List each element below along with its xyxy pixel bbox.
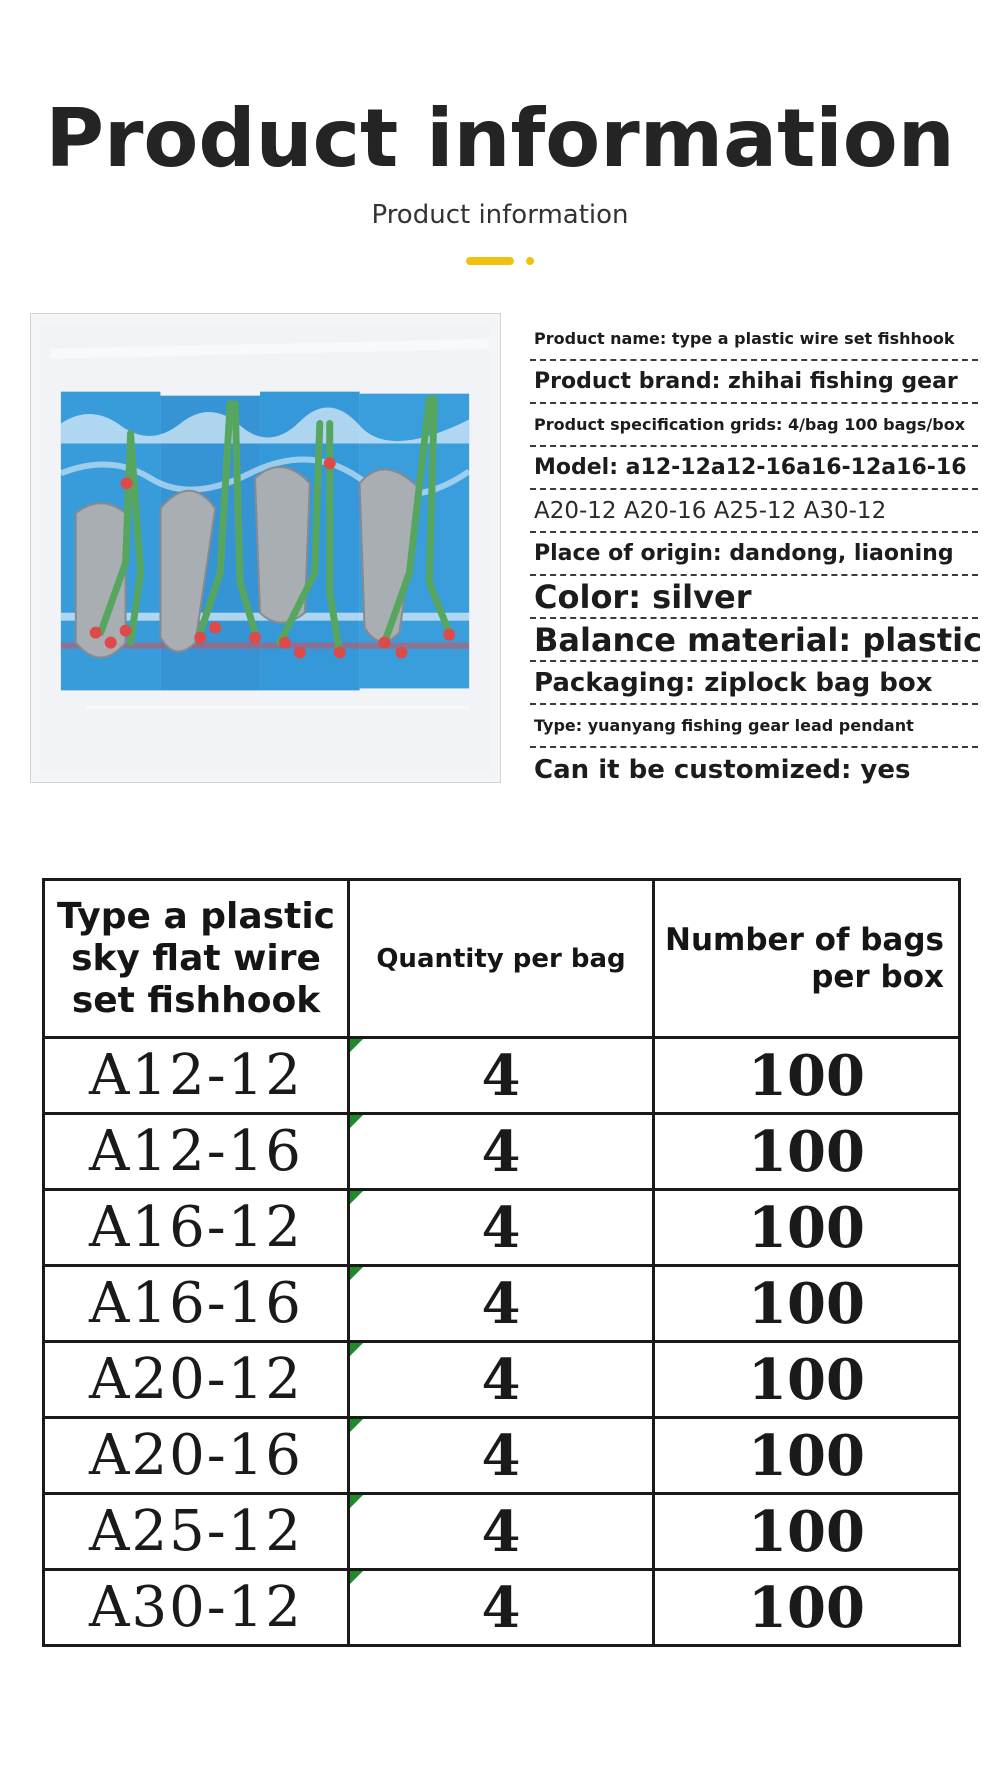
accent-dot	[526, 257, 534, 265]
info-model-continued: A20-12 A20-16 A25-12 A30-12	[530, 490, 978, 533]
cell-bags: 100	[654, 1570, 960, 1646]
cell-model: A16-16	[44, 1266, 349, 1342]
page-title: Product information	[45, 92, 955, 185]
cell-bags: 100	[654, 1114, 960, 1190]
cell-qty: 4	[349, 1570, 654, 1646]
header-quantity: Quantity per bag	[349, 880, 654, 1038]
table-row	[44, 1114, 960, 1190]
header-bags: Number of bags per box	[654, 880, 960, 1038]
cell-model: A16-12	[44, 1190, 349, 1266]
cell-bags: 100	[654, 1342, 960, 1418]
cell-qty: 4	[349, 1494, 654, 1570]
table-header-row	[44, 880, 960, 1038]
info-balance-material: Balance material: plastic	[530, 619, 978, 662]
cell-bags: 100	[654, 1038, 960, 1114]
cell-qty: 4	[349, 1114, 654, 1190]
cell-qty: 4	[349, 1342, 654, 1418]
product-info-list	[530, 318, 983, 791]
table-row	[44, 1038, 960, 1114]
table-row	[44, 1418, 960, 1494]
table-row	[44, 1342, 960, 1418]
cell-qty: 4	[349, 1266, 654, 1342]
info-product-brand: Product brand: zhihai fishing gear	[530, 361, 978, 404]
table-row	[44, 1266, 960, 1342]
cell-model: A30-12	[44, 1570, 349, 1646]
cell-model: A20-16	[44, 1418, 349, 1494]
header-model: Type a plastic sky flat wire set fishhook	[44, 880, 349, 1038]
info-packaging: Packaging: ziplock bag box	[530, 662, 978, 705]
info-specification: Product specification grids: 4/bag 100 bags/box	[530, 404, 978, 447]
table-row	[44, 1190, 960, 1266]
product-photo	[30, 313, 501, 783]
cell-bags: 100	[654, 1418, 960, 1494]
info-place-of-origin: Place of origin: dandong, liaoning	[530, 533, 978, 576]
cell-qty: 4	[349, 1190, 654, 1266]
info-customizable: Can it be customized: yes	[534, 754, 911, 785]
page-subtitle: Product information	[371, 200, 629, 230]
cell-model: A20-12	[44, 1342, 349, 1418]
cell-model: A25-12	[44, 1494, 349, 1570]
cell-qty: 4	[349, 1418, 654, 1494]
cell-model: A12-16	[44, 1114, 349, 1190]
cell-bags: 100	[654, 1266, 960, 1342]
spec-table	[42, 878, 961, 1647]
cell-qty: 4	[349, 1038, 654, 1114]
table-row	[44, 1570, 960, 1646]
accent-bar	[466, 257, 514, 265]
product-photo-illustration	[31, 314, 500, 782]
info-color: Color: silver	[530, 576, 978, 619]
cell-bags: 100	[654, 1494, 960, 1570]
info-model: Model: a12-12a12-16a16-12a16-16	[530, 447, 978, 490]
cell-model: A12-12	[44, 1038, 349, 1114]
cell-bags: 100	[654, 1190, 960, 1266]
info-type: Type: yuanyang fishing gear lead pendant	[530, 705, 978, 748]
table-row	[44, 1494, 960, 1570]
info-product-name: Product name: type a plastic wire set fishhook	[530, 318, 978, 361]
